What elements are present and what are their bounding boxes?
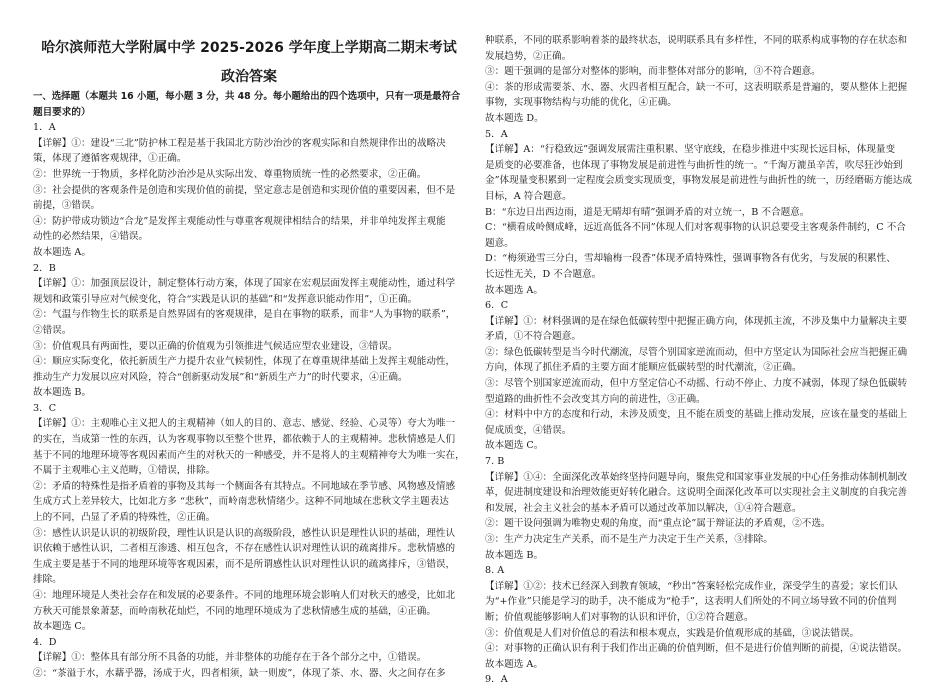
text-line: 故本题选 B。 bbox=[485, 549, 544, 561]
text-line: 故本题选 D。 bbox=[485, 112, 544, 124]
text-line: 【详解】A：“行稳致远”强调发展需注重积累、坚守底线，在稳步推进中实现长远目标，体现量变 bbox=[485, 144, 896, 156]
text-line: B：“东边日出西边雨，道是无晴却有晴”强调矛盾的对立统一，B 不合题意。 bbox=[485, 206, 810, 218]
text-line: 策，体现了遵循客观规律，①正确。 bbox=[33, 153, 187, 165]
text-line: 故本题选 B。 bbox=[33, 387, 92, 399]
text-line: 矛盾，①不符合题意。 bbox=[485, 331, 581, 343]
text-line: 识依赖于感性认识，二者相互渗透、相互包含，不存在感性认识对理性认识的疏离排斥。悲秋情感的 bbox=[33, 543, 456, 555]
text-line: ②：气温与作物生长的联系是自然界固有的客观规律，是自在事物的联系，而非“人为事物的联系”， bbox=[33, 309, 456, 321]
text-line: ③：尽管个别国家逆流而动，但中方坚定信心不动摇、行动不停止、力度不减弱，体现了绿色低碳转 bbox=[485, 378, 908, 390]
text-line: 事物，实现事物结构与功能的优化，④正确。 bbox=[485, 97, 677, 109]
text-line: 断；价值观能够影响人们对事物的认识和评价，①②符合题意。 bbox=[485, 611, 754, 623]
right-column-lines bbox=[485, 33, 921, 688]
text-line: 革，促进制度建设和治理效能更好转化融合。这说明全面深化改革可以实现社会主义制度的自我完善 bbox=[485, 487, 908, 499]
text-line: 促成质变，④错误。 bbox=[485, 424, 572, 436]
text-line: ②错误。 bbox=[33, 324, 72, 336]
text-line: 型道路的曲折性不会改变其方向的前进性，③正确。 bbox=[485, 393, 706, 405]
text-line: 8. A bbox=[485, 565, 505, 577]
right-column bbox=[485, 0, 921, 688]
text-line: 1．A bbox=[33, 122, 56, 134]
left-column bbox=[33, 0, 465, 682]
text-line: 的实在，当成第一性的东西，认为客观事物以至整个世界，都依赖于人的主观精神。悲秋情感是人们 bbox=[33, 434, 456, 446]
text-line: 发展趋势，②正确。 bbox=[485, 50, 572, 62]
left-column-lines bbox=[33, 89, 465, 682]
text-line: 基于不同的地理环境等客观因素而产生的对秋天的一种感受，并不是将人的主观精神夸大为唯一实在， bbox=[33, 449, 465, 461]
text-line: 2．B bbox=[33, 262, 56, 274]
text-line: 题意。 bbox=[485, 237, 514, 249]
text-line: ②：绿色低碳转型是当今时代潮流，尽管个别国家逆流而动，但中方坚定认为国际社会应当把握正确 bbox=[485, 346, 908, 358]
text-line: 【详解】①②：技术已经深入到教育领域，“秒出”答案轻松完成作业，深受学生的喜爱；家长们认 bbox=[485, 580, 898, 592]
text-line: 生成主要是基于不同的地理环境等客观因素，而不是所谓感性认识对理性认识的疏离排斥，③错误， bbox=[33, 558, 456, 570]
text-line: ③：生产力决定生产关系，而不是生产力决定于生产关系，③排除。 bbox=[485, 534, 773, 545]
text-line: 【详解】①：材料强调的是在绿色低碳转型中把握正确方向，体现抓主流，不涉及集中力量解决主要 bbox=[485, 315, 908, 327]
text-line: 为“+作业”只能是学习的助手，决不能成为“枪手”，这表明人们所处的不同立场导致不同的价值判 bbox=[485, 596, 897, 608]
text-line: ④：顺应实际变化，依托新质生产力提升农业气候韧性，体现了在尊重规律基础上发挥主观能动性， bbox=[33, 356, 456, 368]
text-line: D：“梅须逊雪三分白，雪却输梅一段香”体现矛盾特殊性，强调事物各有优劣，与发展的积累性、 bbox=[485, 253, 896, 265]
text-line: 金”体现量变积累到一定程度会质变实现质变，事物发展是前进性与曲折性的统一，历经磨砺方能达成 bbox=[485, 175, 913, 187]
text-line: 7. B bbox=[485, 456, 505, 468]
text-line: 【详解】①：主观唯心主义把人的主观精神（如人的目的、意志、感觉、经验、心灵等）夸大为唯一 bbox=[33, 418, 456, 430]
text-line: 方向，体现了抓住矛盾的主要方面才能顺应低碳转型的时代潮流，②正确。 bbox=[485, 362, 802, 374]
text-line: 故本题选 C。 bbox=[485, 440, 544, 452]
text-line: 上的不同，凸显了矛盾的特殊性，②正确。 bbox=[33, 512, 216, 524]
text-line: 动性的必然结果，④错误。 bbox=[33, 231, 149, 243]
text-line: ③：感性认识是认识的初级阶段，理性认识是认识的高级阶段，感性认识是理性认识的基础，理性认 bbox=[33, 527, 456, 539]
text-line: 6．C bbox=[485, 300, 509, 312]
text-line: 【详解】①④：全面深化改革始终坚持问题导向，聚焦党和国家事业发展的中心任务推动体制机制改 bbox=[485, 471, 908, 483]
text-line: C：“横看成岭侧成峰，远近高低各不同”体现人们对客观事物的认识总要受主客观条件制约，C 不合 bbox=[485, 222, 906, 234]
text-line: 前提，③错误。 bbox=[33, 200, 101, 212]
text-line: ②：“茶溢于水，水藉乎器，汤成于火，四者相须，缺一则废”，体现了茶、水、器、火之间存在多 bbox=[33, 667, 446, 679]
text-line: ④：材料中中方的态度和行动，未涉及质变，且不能在质变的基础上推动发展，应该在量变的基础上 bbox=[485, 409, 908, 421]
text-line: 推动生产力发展以应对风险，符合“创新驱动发展”和“新质生产力”的时代要求，④正确。 bbox=[33, 371, 408, 383]
text-line: 【详解】①：加强顶层设计，制定整体行动方案，体现了国家在宏观层面发挥主观能动性，通过科学 bbox=[33, 278, 456, 290]
text-line: ②：题干设问强调为唯物史观的角度，而“重点论”属于辩证法的矛盾观，②不选。 bbox=[485, 518, 831, 530]
text-line: 长远性无关，D 不合题意。 bbox=[485, 268, 602, 280]
text-line: ③：题干强调的是部分对整体的影响，而非整体对部分的影响，③不符合题意。 bbox=[485, 66, 821, 78]
text-line: 排除。 bbox=[33, 574, 62, 586]
text-line: 故本题选 C。 bbox=[33, 621, 92, 633]
text-line: 【详解】①：整体具有部分所不具备的功能，并非整体的功能存在于各个部分之中，①错误。 bbox=[33, 652, 427, 664]
text-line: ③：价值观是人们对价值总的看法和根本观点，实践是价值观形成的基础，③说法错误。 bbox=[485, 627, 860, 639]
text-line: 故本题选 A。 bbox=[33, 246, 91, 258]
text-line: 题目要求的） bbox=[33, 106, 91, 118]
text-line: 种联系，不同的联系影响着茶的最终状态，说明联系具有多样性，不同的联系构成事物的存在状态和 bbox=[485, 35, 908, 46]
text-line: 3．C bbox=[33, 402, 57, 414]
text-line: 故本题选 A。 bbox=[485, 284, 543, 296]
text-line: 方秋天可能景象萧瑟，而岭南秋花灿烂，不同的地理环境成为了悲秋情感生成的基础，④正确。 bbox=[33, 605, 436, 617]
text-line: ④：茶的形成需要茶、水、器、火四者相互配合，缺一不可，这表明联系是普遍的，要从整体上把握 bbox=[485, 81, 908, 93]
text-line: ④：对事物的正确认识有利于我们作出正确的价值判断，但不是进行价值判断的前提，④说法错误。 bbox=[485, 643, 908, 655]
text-line: ③：社会提供的客观条件是创造和实现价值的前提，坚定意志是创造和实现价值的重要因素，但不是 bbox=[33, 184, 456, 196]
text-line: ③：价值观具有两面性，要以正确的价值观为引领推进气候适应型农业建设，③错误。 bbox=[33, 340, 398, 352]
text-line: 5．A bbox=[485, 128, 508, 140]
text-line: ②：矛盾的特殊性是指矛盾着的事物及其每一个侧面各有其特点。不同地域在季节感、风物感及情感 bbox=[33, 480, 456, 492]
text-line: ②：世界统一于物质，多样化防沙治沙是从实际出发、尊重物质统一性的必然要求，②正确。 bbox=[33, 168, 427, 180]
text-line: 是质变的必要准备，也体现了事物发展是前进性与曲折性的统一。“千淘万漉虽辛苦，吹尽狂沙始到 bbox=[485, 159, 903, 171]
text-line: 故本题选 A。 bbox=[485, 658, 543, 670]
text-line: 目标，A 符合题意。 bbox=[485, 190, 572, 202]
text-line: 和发展，社会主义社会的基本矛盾可以通过改革加以解决，①④符合题意。 bbox=[485, 502, 802, 514]
text-line: ④：防护带成功锁边“合龙”是发挥主观能动性与尊重客观规律相结合的结果，并非单纯发挥主观能 bbox=[33, 215, 446, 227]
text-line: 不属于主观唯心主义范畴，①错误，排除。 bbox=[33, 465, 216, 477]
text-line: 【详解】①：建设“三北”防护林工程是基于我国北方防沙治沙的客观实际和自然规律作出的战略决 bbox=[33, 137, 446, 149]
text-line: 一、选择题（本题共 16 小题，每小题 3 分，共 48 分。每小题给出的四个选项中，只有一项是最符合 bbox=[33, 91, 461, 102]
text-line: ④：地理环境是人类社会存在和发展的必要条件。不同的地理环境会影响人们对秋天的感受，比如北 bbox=[33, 590, 456, 601]
text-line: 生成方式上差异较大，比如北方多 “悲秋”，而岭南悲秋情绪少。这种不同地域在悲秋文学主题表达 bbox=[33, 496, 449, 508]
text-line: 9．A bbox=[485, 674, 508, 686]
text-line: 4．D bbox=[33, 636, 57, 648]
document-title: 哈尔滨师范大学附属中学 2025-2026 学年度上学期高二期末考试 bbox=[41, 40, 457, 56]
document-subtitle: 政治答案 bbox=[221, 69, 277, 85]
text-line: 规划和政策引导应对气候变化，符合“实践是认识的基础”和“发挥意识能动作用”，①正确。 bbox=[33, 293, 418, 305]
